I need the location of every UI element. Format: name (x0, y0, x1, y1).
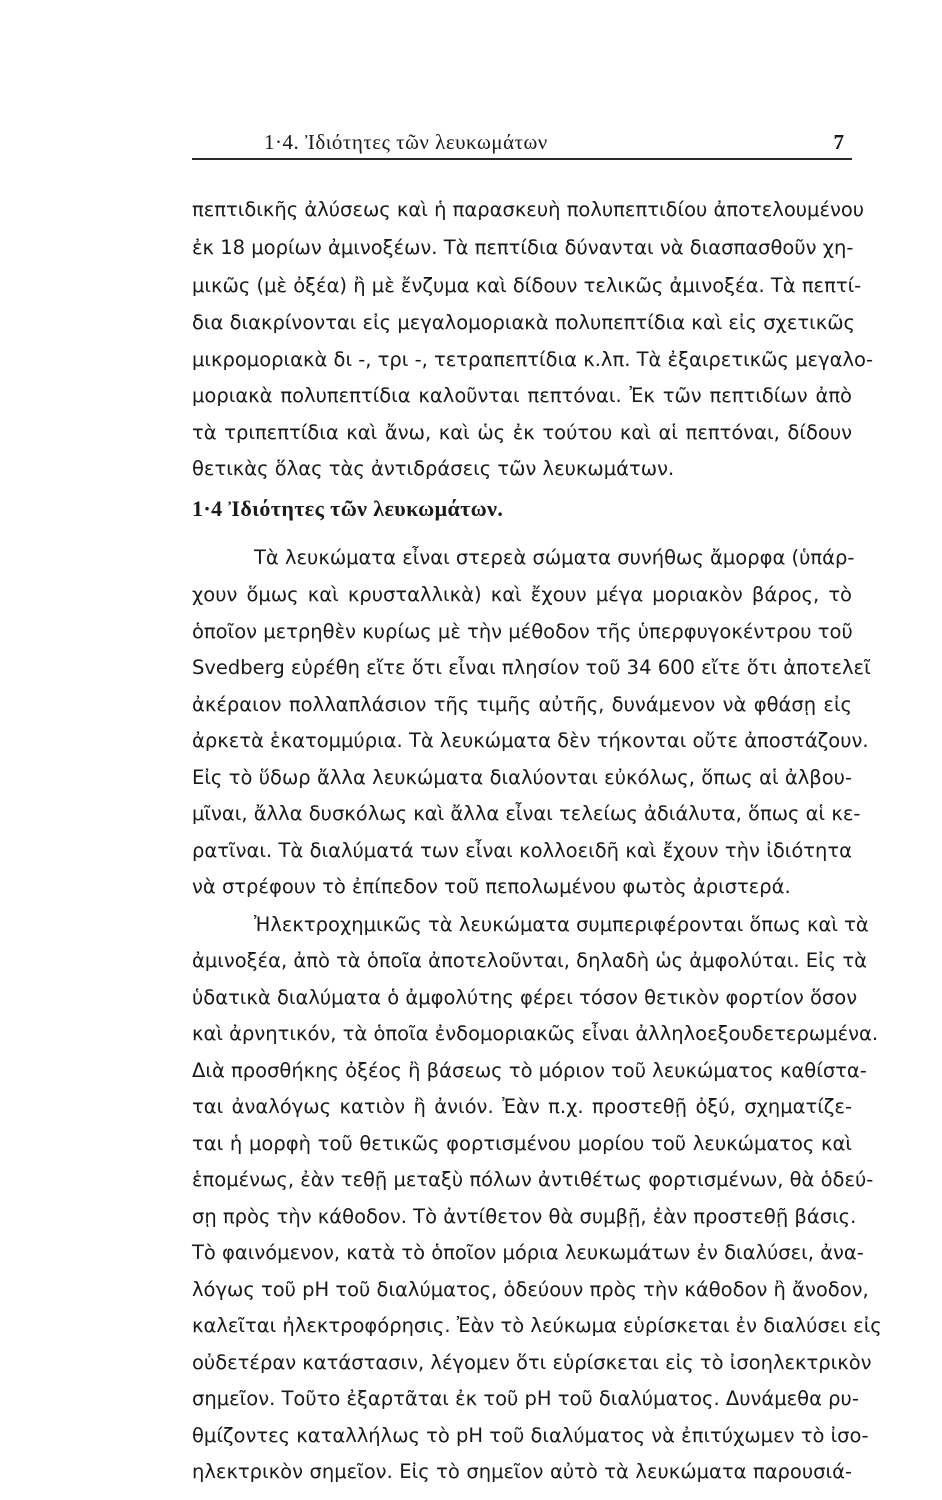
body-text-line: ὑδατικὰ διαλύματα ὁ ἀμφολύτης φέρει τόσον θετικὸν φορτίον ὅσον (192, 986, 858, 1009)
body-text-line: ἀκέραιον πολλαπλάσιον τῆς τιμῆς αὐτῆς, δυνάμενον νὰ φθάσῃ εἰς (192, 693, 852, 716)
body-text-line: ται ἡ μορφὴ τοῦ θετικῶς φορτισμένου μορίου τοῦ λευκώματος καὶ (192, 1132, 852, 1155)
body-text-line: ται ἀναλόγως κατιὸν ἢ ἀνιόν. Ἐὰν π.χ. προστεθῇ ὀξύ, σχηματίζε- (192, 1095, 852, 1118)
running-header (190, 122, 850, 158)
body-text-line: μοριακὰ πολυπεπτίδια καλοῦνται πεπτόναι. Ἐκ τῶν πεπτιδίων ἀπὸ (192, 384, 852, 407)
body-text-line: μικρομοριακὰ δι -, τρι -, τετραπεπτίδια κ.λπ. Τὰ ἐξαιρετικῶς μεγαλο- (192, 348, 873, 371)
body-text-line: Τὰ λευκώματα εἶναι στερεὰ σώματα συνήθως ἄμορφα (ὑπάρ- (254, 546, 855, 569)
running-header-title: 1·4. Ἰδιότητες τῶν λευκωμάτων (264, 130, 548, 154)
body-text-line: πεπτιδικῆς ἀλύσεως καὶ ἡ παρασκευὴ πολυπεπτιδίου ἀποτελουμένου (192, 198, 865, 221)
body-text-line: ἑπομένως, ἐὰν τεθῇ μεταξὺ πόλων ἀντιθέτως φορτισμένων, θὰ ὁδεύ- (192, 1168, 874, 1191)
body-text-line: Διὰ προσθήκης ὀξέος ἢ βάσεως τὸ μόριον τοῦ λευκώματος καθίστα- (192, 1059, 867, 1082)
body-text-line: Svedberg εὑρέθη εἴτε ὅτι εἶναι πλησίον τοῦ 34 600 εἴτε ὅτι ἀποτελεῖ (192, 656, 871, 679)
body-text-line: σημεῖον. Τοῦτο ἐξαρτᾶται ἐκ τοῦ pH τοῦ διαλύματος. Δυνάμεθα ρυ- (192, 1387, 859, 1410)
body-text-line: οὐδετέραν κατάστασιν, λέγομεν ὅτι εὑρίσκεται εἰς τὸ ἰσοηλεκτρικὸν (192, 1351, 872, 1374)
body-text-line: Τὸ φαινόμενον, κατὰ τὸ ὁποῖον μόρια λευκωμάτων ἐν διαλύσει, ἀνα- (192, 1241, 864, 1264)
body-text-line: ἐκ 18 μορίων ἀμινοξέων. Τὰ πεπτίδια δύνανται νὰ διασπασθοῦν χη- (192, 236, 854, 259)
body-text-line: δια διακρίνονται εἰς μεγαλομοριακὰ πολυπεπτίδια καὶ εἰς σχετικῶς (192, 311, 855, 334)
body-text-line: ἀμινοξέα, ἀπὸ τὰ ὁποῖα ἀποτελοῦνται, δηλαδὴ ὡς ἀμφολύται. Εἰς τὰ (192, 949, 867, 972)
body-text-line: ρατῖναι. Τὰ διαλύματά των εἶναι κολλοειδῆ καὶ ἔχουν τὴν ἰδιότητα (192, 839, 852, 862)
body-text-line: μῖναι, ἄλλα δυσκόλως καὶ ἄλλα εἶναι τελείως ἀδιάλυτα, ὅπως αἱ κε- (192, 802, 861, 825)
body-text-line: Εἰς τὸ ὕδωρ ἄλλα λευκώματα διαλύονται εὐκόλως, ὅπως αἱ ἀλβου- (192, 766, 852, 789)
body-text-line: θετικὰς ὅλας τὰς ἀντιδράσεις τῶν λευκωμάτων. (192, 457, 675, 480)
body-text-line: καλεῖται ἠλεκτροφόρησις. Ἐὰν τὸ λεύκωμα εὑρίσκεται ἐν διαλύσει εἰς (192, 1314, 882, 1337)
section-heading: 1·4 Ἰδιότητες τῶν λευκωμάτων. (192, 496, 504, 521)
body-text-line: μικῶς (μὲ ὀξέα) ἢ μὲ ἔνζυμα καὶ δίδουν τελικῶς ἀμινοξέα. Τὰ πεπτί- (192, 274, 862, 297)
body-text-line: σῃ πρὸς τὴν κάθοδον. Τὸ ἀντίθετον θὰ συμβῇ, ἐὰν προστεθῇ βάσις. (192, 1205, 857, 1228)
body-text-line: χουν ὅμως καὶ κρυσταλλικὰ) καὶ ἔχουν μέγα μοριακὸν βάρος, τὸ (192, 583, 852, 606)
body-text-line: ὁποῖον μετρηθὲν κυρίως μὲ τὴν μέθοδον τῆς ὑπερφυγοκέντρου τοῦ (192, 620, 853, 643)
body-text-line: καὶ ἀρνητικόν, τὰ ὁποῖα ἐνδομοριακῶς εἶναι ἀλληλοεξουδετερωμένα. (192, 1022, 879, 1045)
body-text-line: θμίζοντες καταλλήλως τὸ pH τοῦ διαλύματος νὰ ἐπιτύχωμεν τὸ ἰσο- (192, 1424, 869, 1447)
body-text-line: τὰ τριπεπτίδια καὶ ἄνω, καὶ ὡς ἐκ τούτου καὶ αἱ πεπτόναι, δίδουν (192, 421, 852, 444)
body-text-line: λόγως τοῦ pH τοῦ διαλύματος, ὁδεύουν πρὸς τὴν κάθοδον ἢ ἄνοδον, (192, 1278, 869, 1301)
body-text-line: ἀρκετὰ ἑκατομμύρια. Τὰ λευκώματα δὲν τήκονται οὔτε ἀποστάζουν. (192, 729, 869, 752)
header-rule (192, 158, 852, 160)
body-text-line: Ἠλεκτροχημικῶς τὰ λευκώματα συμπεριφέρονται ὅπως καὶ τὰ (254, 913, 869, 936)
body-text-line: ηλεκτρικὸν σημεῖον. Εἰς τὸ σημεῖον αὐτὸ τὰ λευκώματα παρουσιά- (192, 1460, 852, 1483)
body-text-line: νὰ στρέφουν τὸ ἐπίπεδον τοῦ πεπολωμένου φωτὸς ἀριστερά. (192, 875, 791, 898)
page-number: 7 (833, 130, 844, 154)
